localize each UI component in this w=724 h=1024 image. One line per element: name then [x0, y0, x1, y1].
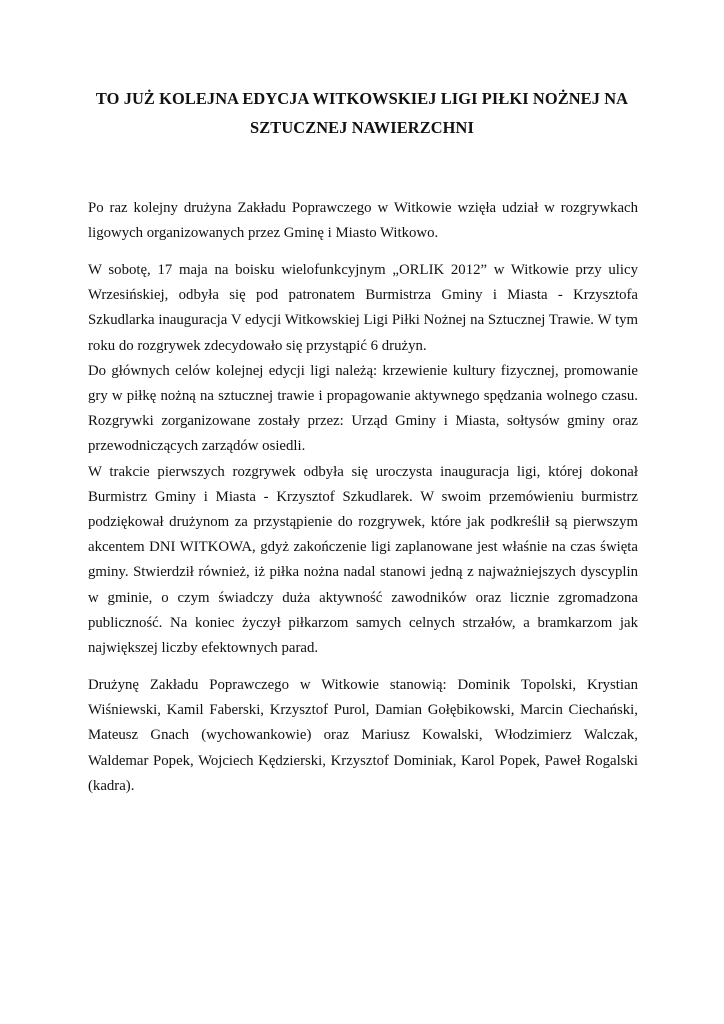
document-title: TO JUŻ KOLEJNA EDYCJA WITKOWSKIEJ LIGI PIŁKI NOŻNEJ NA SZTUCZNEJ NAWIERZCHNI [95, 89, 629, 137]
intro-paragraph: Po raz kolejny drużyna Zakładu Poprawczego w Witkowie wzięła udział w rozgrywkach ligowych organizowanych przez Gminę i Miasto Witkowo. [88, 200, 638, 242]
event-paragraph: W sobotę, 17 maja na boisku wielofunkcyjnym „ORLIK 2012” w Witkowie przy ulicy Wrzesińskiej, odbyła się pod patronatem Burmistrza Gminy i Miasta - Krzysztofa Szkudlarka inauguracja V edycji Witkowskiej Ligi Piłki Nożnej na Sztucznej Trawie. W tym roku do rozgrywek zdecydowało się przystąpić 6 drużyn. Do głównych celów kolejnej edycji ligi należą: krzewienie kultury fizycznej, promowanie gry w piłkę nożną na sztucznej trawie i propagowanie aktywnego spędzania wolnego czasu. Rozgrywki zorganizowane zostały przez: Urząd Gminy i Miasta, sołtysów gminy oraz przewodniczących zarządów osiedli. W trakcie pierwszych rozgrywek odbyła się uroczysta inauguracja ligi, której dokonał Burmistrz Gminy i Miasta - Krzysztof Szkudlarek. W swoim przemówieniu burmistrz podziękował drużynom za przystąpienie do rozgrywek, które jak podkreślił są pierwszym akcentem DNI WITKOWA, gdyż zakończenie ligi zaplanowane jest właśnie na czas święta gminy. Stwierdził również, iż piłka nożna nadal stanowi jedną z najważniejszych dyscyplin w gminie, o czym świadczy duża aktywność zawodników oraz licznie zgromadzona publiczność. Na koniec życzył piłkarzom samych celnych strzałów, a bramkarzom jak największej liczby efektownych parad. [88, 262, 638, 657]
team-roster-paragraph: Drużynę Zakładu Poprawczego w Witkowie stanowią: Dominik Topolski, Krystian Wiśniewski, Kamil Faberski, Krzysztof Purol, Damian Gołębikowski, Marcin Ciechański, Mateusz Gnach (wychowankowie) oraz Mariusz Kowalski, Włodzimierz Walczak, Waldemar Popek, Wojciech Kędzierski, Krzysztof Dominiak, Karol Popek, Paweł Rogalski (kadra). [88, 677, 638, 794]
